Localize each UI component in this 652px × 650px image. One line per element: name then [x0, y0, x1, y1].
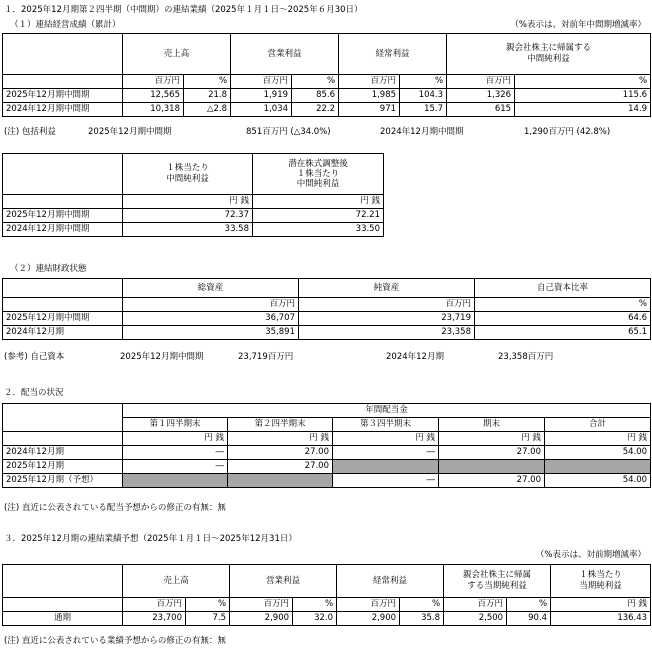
header-ordinary-profit: 経常利益 [339, 34, 447, 75]
row-label: 2024年12月期 [3, 326, 123, 340]
value-cell: ― [333, 474, 439, 488]
value-cell: 54.00 [545, 446, 651, 460]
value-cell: 33.58 [123, 223, 253, 237]
header-total: 合計 [545, 418, 651, 432]
unit-cell: % [186, 598, 230, 612]
header-ordinary-profit: 経常利益 [337, 565, 444, 598]
header-eps: １株当たり 中間純利益 [123, 154, 253, 195]
dividends-table [2, 403, 651, 488]
header-operating-profit: 営業利益 [230, 565, 337, 598]
header-year-end: 期末 [439, 418, 545, 432]
value-cell: 27.00 [228, 446, 333, 460]
unit-row-label [3, 298, 123, 312]
value-cell: 2,900 [337, 612, 400, 626]
value-cell: 35.8 [400, 612, 444, 626]
unit-cell: 円 銭 [253, 195, 384, 209]
value-cell: 90.4 [507, 612, 551, 626]
value-cell: 23,700 [123, 612, 186, 626]
value-cell: 14.9 [515, 103, 651, 117]
corner-cell [3, 565, 123, 598]
unit-cell: % [400, 75, 447, 89]
header-diluted-eps: 潜在株式調整後 １株当たり 中間純利益 [253, 154, 384, 195]
value-cell: 36,707 [123, 312, 299, 326]
value-cell: 85.6 [292, 89, 339, 103]
value-cell: △2.8 [184, 103, 231, 117]
unit-cell: % [475, 298, 651, 312]
unit-cell: % [400, 598, 444, 612]
row-label: 2024年12月期 [3, 446, 123, 460]
value-cell: 72.21 [253, 209, 384, 223]
header-sales: 売上高 [123, 34, 231, 75]
unit-cell: % [507, 598, 551, 612]
corner-cell [3, 279, 123, 298]
row-label: 2025年12月期中間期 [3, 209, 123, 223]
unit-row-label [3, 598, 123, 612]
financial-position-table [2, 278, 651, 340]
value-cell: 1,326 [447, 89, 515, 103]
unit-cell: 円 銭 [545, 432, 651, 446]
yoy-note: （%表示は、対前年中間期増減率） [510, 20, 646, 30]
equity-note-cur-label: 2025年12月期中間期 [120, 352, 204, 362]
unit-cell: 百万円 [123, 298, 299, 312]
unit-cell: 円 銭 [333, 432, 439, 446]
value-cell: 1,034 [231, 103, 292, 117]
value-cell: 35,891 [123, 326, 299, 340]
unit-row-label [3, 432, 123, 446]
corner-cell [3, 34, 123, 75]
value-cell: 15.7 [400, 103, 447, 117]
value-cell: 23,719 [299, 312, 475, 326]
value-cell: 27.00 [439, 446, 545, 460]
header-sales: 売上高 [123, 565, 230, 598]
shaded-cell [545, 460, 651, 474]
value-cell: 23,358 [299, 326, 475, 340]
equity-note-prev-label: 2024年12月期 [386, 352, 444, 362]
row-label: 2025年12月期中間期 [3, 312, 123, 326]
header-q2: 第２四半期末 [228, 418, 333, 432]
header-q1: 第１四半期末 [123, 418, 228, 432]
unit-cell: 百万円 [339, 75, 400, 89]
unit-row-label [3, 75, 123, 89]
header-operating-profit: 営業利益 [231, 34, 339, 75]
corner-cell [3, 404, 123, 432]
value-cell: 54.00 [545, 474, 651, 488]
value-cell: ― [123, 446, 228, 460]
operating-results-table [2, 33, 651, 117]
section1-title: １．2025年12月期第２四半期（中間期）の連結業績（2025年１月１日～2025年６月30日） [4, 5, 363, 15]
value-cell: ― [123, 460, 228, 474]
forecast-yoy-note: （%表示は、対前期増減率） [535, 550, 646, 560]
table-row [3, 612, 651, 626]
shaded-cell [123, 474, 228, 488]
value-cell: 10,318 [123, 103, 184, 117]
unit-cell: 百万円 [123, 75, 184, 89]
table-row [3, 103, 651, 117]
operating-results-subtitle: （１）連結経営成績（累計） [10, 20, 121, 30]
unit-cell: 円 銭 [123, 195, 253, 209]
unit-cell: % [293, 598, 337, 612]
header-total-assets: 総資産 [123, 279, 299, 298]
unit-cell: 円 銭 [123, 432, 228, 446]
unit-cell: 百万円 [444, 598, 507, 612]
header-eps: １株当たり 当期純利益 [551, 565, 651, 598]
unit-cell: 百万円 [123, 598, 186, 612]
header-q3: 第３四半期末 [333, 418, 439, 432]
value-cell: 104.3 [400, 89, 447, 103]
value-cell: 21.8 [184, 89, 231, 103]
comprehensive-income-prev-label: 2024年12月期中間期 [380, 127, 464, 137]
value-cell: 65.1 [475, 326, 651, 340]
corner-cell [3, 154, 123, 195]
table-row [3, 460, 651, 474]
unit-cell: 百万円 [447, 75, 515, 89]
equity-note-cur-value: 23,719百万円 [238, 352, 294, 362]
value-cell: 115.6 [515, 89, 651, 103]
unit-cell: % [292, 75, 339, 89]
row-label: 2024年12月期中間期 [3, 223, 123, 237]
header-equity-ratio: 自己資本比率 [475, 279, 651, 298]
value-cell: 27.00 [439, 474, 545, 488]
value-cell: 72.37 [123, 209, 253, 223]
value-cell: 22.2 [292, 103, 339, 117]
financial-position-subtitle: （２）連結財政状態 [10, 264, 87, 274]
table-row [3, 312, 651, 326]
equity-note-prev-value: 23,358百万円 [498, 352, 554, 362]
value-cell: 33.50 [253, 223, 384, 237]
shaded-cell [228, 474, 333, 488]
table-row [3, 326, 651, 340]
unit-cell: 円 銭 [551, 598, 651, 612]
unit-cell: 円 銭 [228, 432, 333, 446]
row-label: 2025年12月期 [3, 460, 123, 474]
table-row [3, 209, 384, 223]
comprehensive-income-cur-value: 851百万円 (△34.0%) [246, 127, 331, 137]
value-cell: 2,500 [444, 612, 507, 626]
row-label: 通期 [3, 612, 123, 626]
forecast-table [2, 564, 651, 626]
table-row [3, 474, 651, 488]
value-cell: 1,985 [339, 89, 400, 103]
header-net-assets: 純資産 [299, 279, 475, 298]
forecast-title: ３．2025年12月期の連結業績予想（2025年１月１日～2025年12月31日） [4, 534, 297, 544]
forecast-revision-note: (注) 直近に公表されている業績予想からの修正の有無：無 [4, 636, 226, 646]
shaded-cell [439, 460, 545, 474]
value-cell: 64.6 [475, 312, 651, 326]
value-cell: 971 [339, 103, 400, 117]
eps-table [2, 153, 384, 237]
row-label: 2025年12月期中間期 [3, 89, 123, 103]
shaded-cell [333, 460, 439, 474]
header-net-income: 親会社株主に帰属 する当期純利益 [444, 565, 551, 598]
dividend-revision-note: (注) 直近に公表されている配当予想からの修正の有無：無 [4, 503, 226, 513]
comprehensive-income-cur-label: 2025年12月期中間期 [88, 127, 172, 137]
unit-cell: 百万円 [337, 598, 400, 612]
table-row [3, 89, 651, 103]
value-cell: 32.0 [293, 612, 337, 626]
equity-note-label: (参考) 自己資本 [4, 352, 65, 362]
value-cell: 2,900 [230, 612, 293, 626]
unit-cell: 百万円 [299, 298, 475, 312]
comprehensive-income-prev-value: 1,290百万円 (42.8%) [524, 127, 611, 137]
unit-cell: 百万円 [230, 598, 293, 612]
value-cell: ― [333, 446, 439, 460]
table-row [3, 446, 651, 460]
comprehensive-income-label: (注) 包括利益 [4, 127, 56, 137]
table-row [3, 223, 384, 237]
value-cell: 7.5 [186, 612, 230, 626]
dividends-title: ２．配当の状況 [4, 388, 64, 398]
value-cell: 12,565 [123, 89, 184, 103]
row-label: 2025年12月期（予想） [3, 474, 123, 488]
unit-cell: % [515, 75, 651, 89]
row-label: 2024年12月期中間期 [3, 103, 123, 117]
header-annual-dividends: 年間配当金 [123, 404, 651, 418]
unit-cell: 百万円 [231, 75, 292, 89]
value-cell: 27.00 [228, 460, 333, 474]
value-cell: 1,919 [231, 89, 292, 103]
unit-row-label [3, 195, 123, 209]
header-net-income: 親会社株主に帰属する 中間純利益 [447, 34, 651, 75]
unit-cell: 円 銭 [439, 432, 545, 446]
unit-cell: % [184, 75, 231, 89]
value-cell: 136.43 [551, 612, 651, 626]
value-cell: 615 [447, 103, 515, 117]
